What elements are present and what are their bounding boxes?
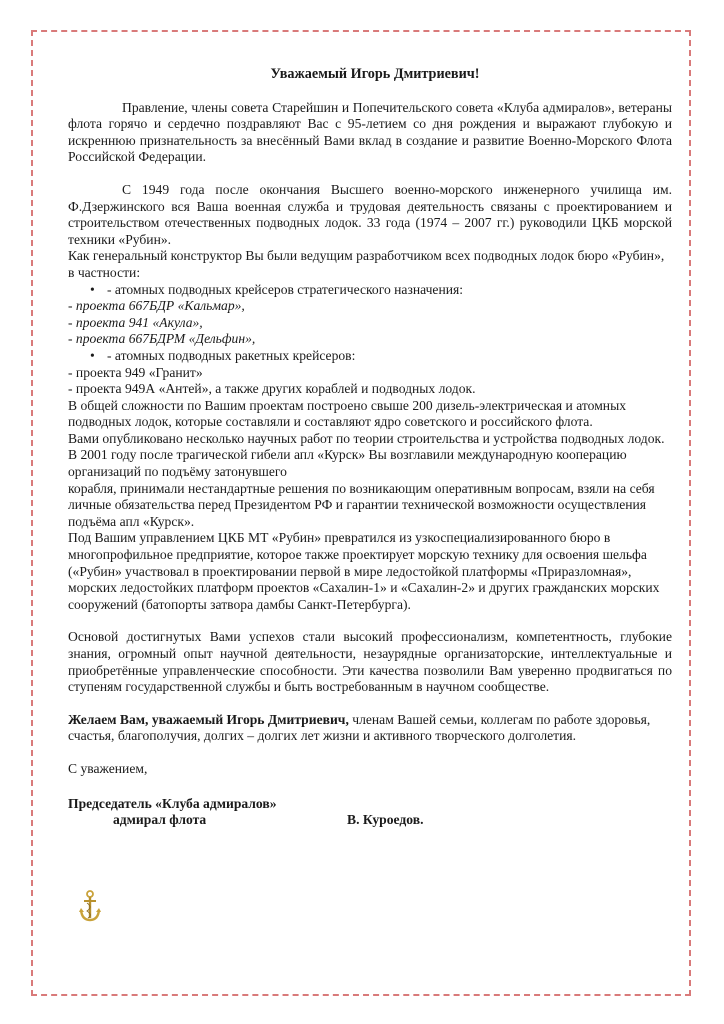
paragraph-career: С 1949 года после окончания Высшего военно-морского инженерного училища им. Ф.Дзержинского вся Ваша военная служба и трудовая деятельность связаны с проектированием и строительством отечественных подводных лодок. 33 года (1974 – 2007 гг.) руководили ЦКБ морской техники «Рубин». — [68, 181, 672, 247]
signature-line — [68, 812, 672, 834]
list-item-kalmar: - проекта 667БДР «Кальмар», — [68, 298, 245, 314]
signer-rank: адмирал флота — [113, 812, 207, 828]
closing-text: С уважением, — [68, 760, 148, 776]
bullet-dot-icon: • — [90, 281, 95, 297]
anchor-emblem-icon — [78, 889, 102, 923]
paragraph-rubin: Под Вашим управлением ЦКБ МТ «Рубин» превратился из узкоспециализированного бюро в многопрофильное предприятие, которое также проектирует морскую технику для освоения шельфа («Рубин» участвовал в проектировании первой в мире ледостойкой платформы «Приразломная», морских ледостойких платформ проектов «Сахалин-1» и «Сахалин-2» и других гражданских морских сооружений (батопорты затвора дамбы Санкт-Петербурга). — [68, 530, 660, 612]
bullet-strategic — [68, 282, 672, 299]
paragraph-greeting: Правление, члены совета Старейшин и Попечительского совета «Клуба адмиралов», ветераны флота горячо и сердечно поздравляют Вас с 95-летием со дня рождения и выражают глубокую и искреннюю признательность за внесённый Вами вклад в создание и развитие Военно-Морского Флота Российской Федерации. — [68, 99, 672, 165]
paragraph-publications: Вами опубликовано несколько научных работ по теории строительства и устройства подводных лодок. — [68, 430, 665, 446]
letter-title: Уважаемый Игорь Дмитриевич! — [270, 66, 480, 82]
signer-name: В. Куроедов. — [347, 812, 424, 828]
paragraph-qualities: Основой достигнутых Вами успехов стали высокий профессионализм, компетентность, глубокие знания, огромный опыт научной деятельности, незаурядные организаторские, интеллектуальные и приобретённые управленческие способности. Эти качества позволили Вам уверенно продвигаться по ступеням государственной службы и быть востребованным в научном сообществе. — [68, 629, 672, 695]
list-item-delfin: - проекта 667БДРМ «Дельфин», — [68, 331, 256, 347]
letter-body — [68, 66, 672, 834]
signer-title: Председатель «Клуба адмиралов» — [68, 795, 277, 811]
bullet-missile — [68, 348, 672, 365]
list-item-akula: - проекта 941 «Акула», — [68, 314, 203, 330]
wishes-address: Желаем Вам, уважаемый Игорь Дмитриевич, — [68, 711, 349, 727]
wishes-text: членам Вашей семьи, коллегам по работе здоровья, счастья, благополучия, долгих – долгих лет жизни и активного творческого долголетия. — [68, 711, 651, 744]
bullet-missile-text: - атомных подводных ракетных крейсеров: — [107, 347, 356, 363]
paragraph-total: В общей сложности по Вашим проектам построено свыше 200 дизель-электрическая и атомных подводных лодок, которые составляли и составляют ядро советского и российского флота. — [68, 397, 627, 430]
paragraph-designer: Как генеральный конструктор Вы были ведущим разработчиком всех подводных лодок бюро «Рубин», в частности: — [68, 248, 665, 280]
paragraph-kursk-1: В 2001 году после трагической гибели апл «Курск» Вы возглавили международную кооперацию организаций по подъёму затонувшего — [68, 447, 627, 480]
paragraph-wishes — [68, 712, 672, 745]
paragraph-kursk-2: корабля, принимали нестандартные решения по возникающим оперативным вопросам, взяли на себя личные обязательства перед Президентом РФ и гарантии технической возможности осуществления подъёма апл «Курск». — [68, 480, 655, 529]
bullet-dot-icon: • — [90, 347, 95, 363]
bullet-strategic-text: - атомных подводных крейсеров стратегического назначения: — [107, 281, 464, 297]
list-item-granit: - проекта 949 «Гранит» — [68, 364, 203, 380]
list-item-antey: - проекта 949А «Антей», а также других кораблей и подводных лодок. — [68, 381, 476, 397]
